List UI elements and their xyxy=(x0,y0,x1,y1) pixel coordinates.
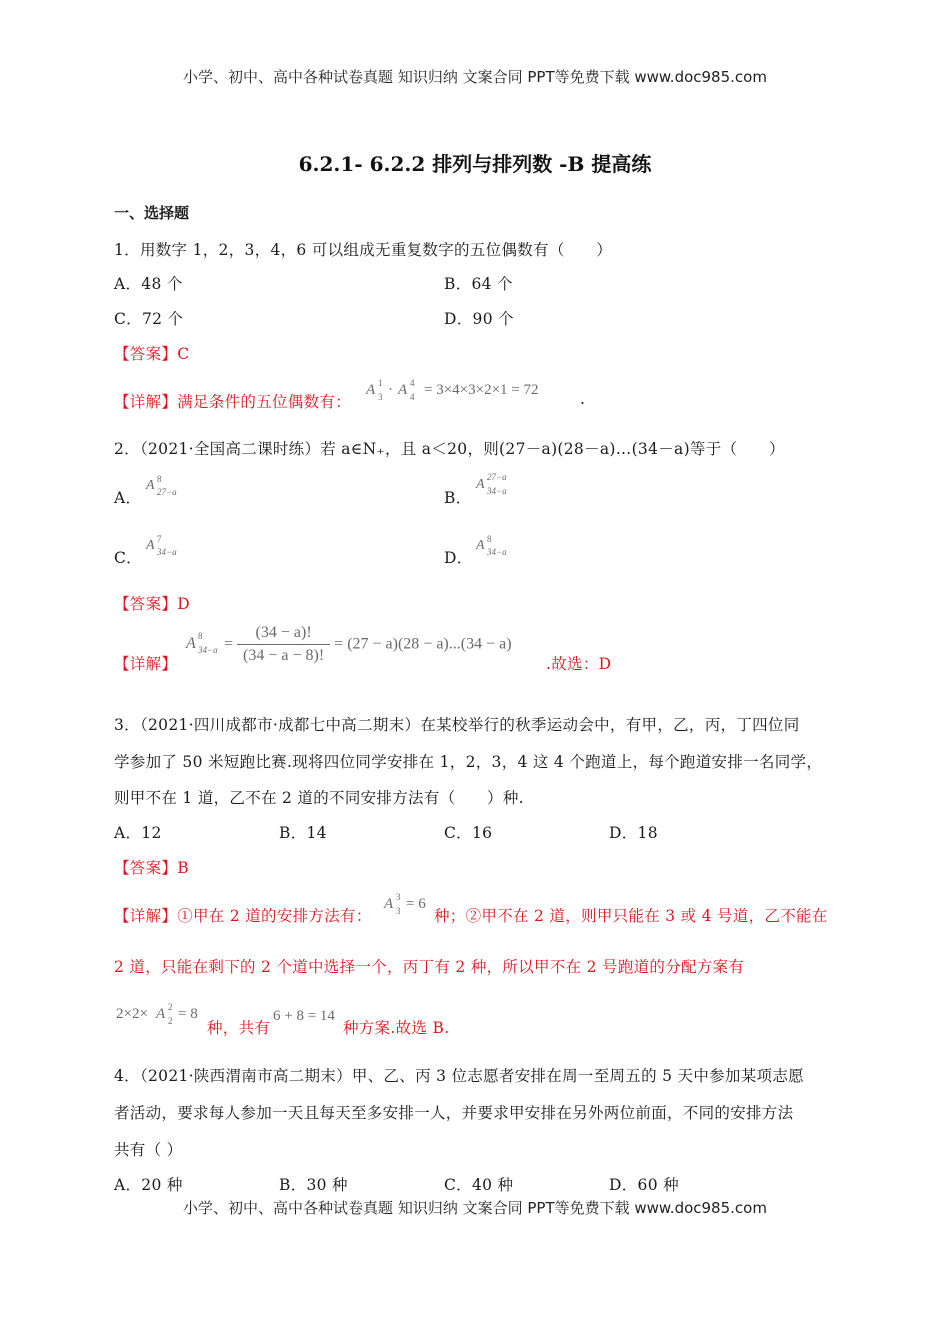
page-title: 6.2.1- 6.2.2 排列与排列数 -B 提高练 xyxy=(298,152,652,176)
q3-detail-part2: 种；②甲不在 2 道，则甲只能在 3 或 4 号道，乙不能在 xyxy=(434,907,828,925)
q2-option-b: B． xyxy=(444,489,472,507)
q1-detail-label: 【详解】满足条件的五位偶数有： xyxy=(114,393,352,411)
q4-option-a: A．20 种 xyxy=(114,1176,183,1194)
q3-detail-part4: 种方案.故选 B. xyxy=(343,1019,450,1037)
q2-option-c: C． xyxy=(114,549,142,567)
q2-detail-label: 【详解】 xyxy=(114,655,178,673)
q3-detail-line2: 2 道，只能在剩下的 2 个道中选择一个，丙丁有 2 种，所以甲不在 2 号跑道的分配方案有 xyxy=(114,958,745,976)
q3-stem-line1: 3．（2021·四川成都市·成都七中高二期末）在某校举行的秋季运动会中，有甲，乙，丙，丁四位同 xyxy=(114,716,800,734)
q2-option-d: D． xyxy=(444,549,473,567)
q2-answer: 【答案】D xyxy=(114,595,190,613)
q3-formula3: 6 + 8 = 14 xyxy=(273,1008,335,1024)
q4-option-b: B．30 种 xyxy=(279,1176,348,1194)
q1-period: . xyxy=(580,390,586,408)
q2-stem: 2．（2021·全国高二课时练）若 a∈N₊，且 a＜20，则(27－a)(28－a)…(34－a)等于（ ） xyxy=(114,440,785,458)
q4-option-d: D．60 种 xyxy=(609,1176,679,1194)
q3-stem-line2: 学参加了 50 米短跑比赛.现将四位同学安排在 1，2，3，4 这 4 个跑道上，每个跑道安排一名同学， xyxy=(114,753,823,771)
q3-formula2: 2×2× A 2 2 = 8 xyxy=(116,1002,198,1026)
header-banner: 小学、初中、高中各种试卷真题 知识归纳 文案合同 PPT等免费下载 www.doc985.com xyxy=(183,68,767,86)
q3-formula1: A 3 3 = 6 xyxy=(384,892,426,916)
q2-option-a-formula: A 8 27−a xyxy=(146,474,177,497)
section-heading: 一、选择题 xyxy=(114,204,190,222)
q4-stem-line2: 者活动，要求每人参加一天且每天至多安排一人，并要求甲安排在另外两位前面，不同的安排方法 xyxy=(114,1104,794,1122)
footer-banner: 小学、初中、高中各种试卷真题 知识归纳 文案合同 PPT等免费下载 www.doc985.com xyxy=(183,1199,767,1217)
q2-option-b-formula: A 27−a 34−a xyxy=(476,472,507,496)
q3-answer: 【答案】B xyxy=(114,859,189,877)
q4-option-c: C．40 种 xyxy=(444,1176,514,1194)
q1-option-d: D．90 个 xyxy=(444,310,514,328)
q3-option-b: B．14 xyxy=(279,824,327,842)
q1-option-b: B．64 个 xyxy=(444,275,513,293)
q4-stem-line1: 4．（2021·陕西渭南市高二期末）甲、乙、丙 3 位志愿者安排在周一至周五的 5 天中参加某项志愿 xyxy=(114,1067,804,1085)
q2-tail: .故选：D xyxy=(546,655,612,673)
q3-option-a: A．12 xyxy=(114,824,162,842)
q3-detail-part1: 【详解】①甲在 2 道的安排方法有： xyxy=(114,907,372,925)
q3-detail-part3: 种，共有 xyxy=(207,1019,271,1037)
q3-option-d: D．18 xyxy=(609,824,658,842)
q1-answer: 【答案】C xyxy=(114,345,190,363)
q2-option-c-formula: A 7 34−a xyxy=(146,534,177,557)
q2-detail-formula: A 8 34−a = $\frac{(34 - a)!}{(34 - a - 8)!}$ = (27 − a)(28 − a)...(34 − a) xyxy=(186,624,512,664)
q2-option-d-formula: A 8 34−a xyxy=(476,534,507,557)
q3-option-c: C．16 xyxy=(444,824,493,842)
q4-stem-line3: 共有（ ） xyxy=(114,1141,183,1159)
q3-stem-line3: 则甲不在 1 道，乙不在 2 道的不同安排方法有（ ）种. xyxy=(114,789,524,807)
q1-option-a: A．48 个 xyxy=(114,275,183,293)
q1-formula: A 1 3 · A 4 4 = 3×4×3×2×1 = 72 xyxy=(366,378,539,402)
q1-stem: 1．用数字 1，2，3，4，6 可以组成无重复数字的五位偶数有（ ） xyxy=(114,241,613,259)
q1-option-c: C．72 个 xyxy=(114,310,184,328)
q2-option-a: A． xyxy=(114,489,142,507)
